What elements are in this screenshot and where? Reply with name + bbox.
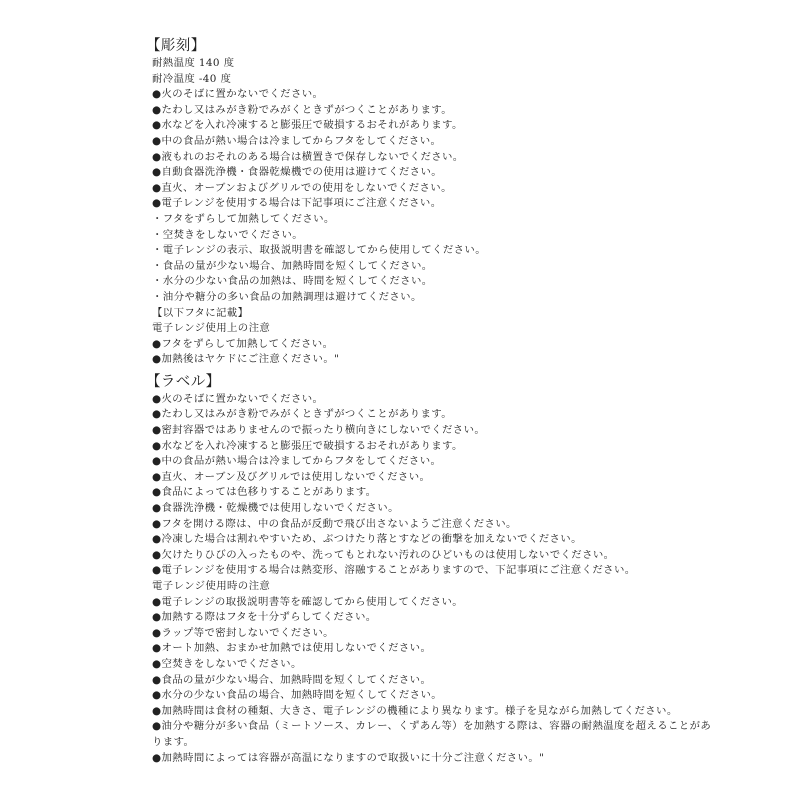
text-line: ●たわし又はみがき粉でみがくときずがつくことがあります。 — [152, 408, 452, 421]
text-line: ります。 — [152, 735, 195, 748]
text-line: ●食器洗浄機・乾燥機では使用しないでください。 — [152, 502, 399, 515]
text-line: ・空焚きをしないでください。 — [152, 228, 304, 241]
text-line: ●加熱時間は食材の種類、大きさ、電子レンジの機種により異なります。様子を見ながら加熱してください。 — [152, 704, 678, 717]
text-line: ・フタをずらして加熱してください。 — [152, 212, 335, 225]
text-line: ●フタを開ける際は、中の食品が反動で飛び出さないようご注意ください。 — [152, 517, 517, 530]
label-section — [152, 392, 712, 766]
text-line: ●中の食品が熱い場合は冷ましてからフタをしてください。 — [152, 134, 442, 147]
text-line: ・油分や糖分の多い食品の加熱調理は避けてください。 — [152, 290, 422, 303]
engraving-heading: 【彫刻】 — [146, 38, 206, 54]
text-line: ・食品の量が少ない場合、加熱時間を短くしてください。 — [152, 259, 433, 272]
engraving-section — [152, 56, 692, 368]
text-line: ●直火、オーブンおよびグリルでの使用をしないでください。 — [152, 181, 452, 194]
text-line: ●火のそばに置かないでください。 — [152, 392, 324, 405]
text-line: ●水分の少ない食品の場合、加熱時間を短くしてください。 — [152, 689, 443, 702]
text-line: ●直火、オーブン及びグリルでは使用しないでください。 — [152, 470, 431, 483]
text-line: ●自動食器洗浄機・食器乾燥機での使用は避けてください。 — [152, 166, 443, 179]
text-line: ●冷凍した場合は割れやすいため、ぶつけたり落とすなどの衝撃を加えないでください。 — [152, 533, 582, 546]
text-line: ●食品の量が少ない場合、加熱時間を短くしてください。 — [152, 673, 432, 686]
text-line: ●加熱する際はフタを十分ずらしてください。 — [152, 611, 377, 624]
text-line: ●欠けたりひびの入ったものや、洗ってもとれない汚れのひどいものは使用しないでください。 — [152, 548, 615, 561]
text-line: ●オート加熱、おまかせ加熱では使用しないでください。 — [152, 642, 432, 655]
text-line: ●液もれのおそれのある場合は横置きで保存しないでください。 — [152, 150, 464, 163]
text-line: ●電子レンジの取扱説明書等を確認してから使用してください。 — [152, 595, 464, 608]
text-line: 耐冷温度 -40 度 — [152, 72, 232, 85]
text-line: ●密封容器ではありませんので振ったり横向きにしないでください。 — [152, 424, 486, 437]
text-line: ・水分の少ない食品の加熱は、時間を短くしてください。 — [152, 275, 433, 288]
text-line: 電子レンジ使用時の注意 — [152, 580, 271, 592]
text-line: ●フタをずらして加熱してください。 — [152, 337, 334, 350]
text-line: ●食品によっては色移りすることがあります。 — [152, 486, 377, 499]
document — [146, 36, 712, 766]
text-line: ●たわし又はみがき粉でみがくときずがつくことがあります。 — [152, 103, 452, 116]
text-line: ●電子レンジを使用する場合は熱変形、溶融することがありますので、下記事項にご注意ください。 — [152, 564, 636, 577]
text-line: 電子レンジ使用上の注意 — [152, 322, 271, 335]
text-line: ・電子レンジの表示、取扱説明書を確認してから使用してください。 — [152, 244, 486, 257]
text-line: ●加熱時間によっては容器が高温になりますので取扱いに十分ご注意ください。" — [152, 751, 545, 764]
text-line: ●水などを入れ冷凍すると膨張圧で破損するおそれがあります。 — [152, 119, 463, 132]
text-line: 耐熱温度 140 度 — [152, 57, 235, 69]
text-line: ●電子レンジを使用する場合は下記事項にご注意ください。 — [152, 197, 442, 210]
text-line: ●ラップ等で密封しないでください。 — [152, 626, 334, 639]
text-line: ●火のそばに置かないでください。 — [152, 88, 324, 101]
label-heading: 【ラベル】 — [146, 373, 221, 390]
text-line: ●空焚きをしないでください。 — [152, 657, 302, 670]
text-line: ●油分や糖分が多い食品（ミートソース、カレー、くずあん等）を加熱する際は、容器の耐熱温度を超えることがあ — [152, 720, 712, 733]
text-line: 【以下フタに記載】 — [152, 306, 249, 319]
text-line: ●加熱後はヤケドにご注意ください。" — [152, 353, 340, 366]
text-line: ●中の食品が熱い場合は冷ましてからフタをしてください。 — [152, 455, 442, 468]
text-line: ●水などを入れ冷凍すると膨張圧で破損するおそれがあります。 — [152, 439, 463, 452]
